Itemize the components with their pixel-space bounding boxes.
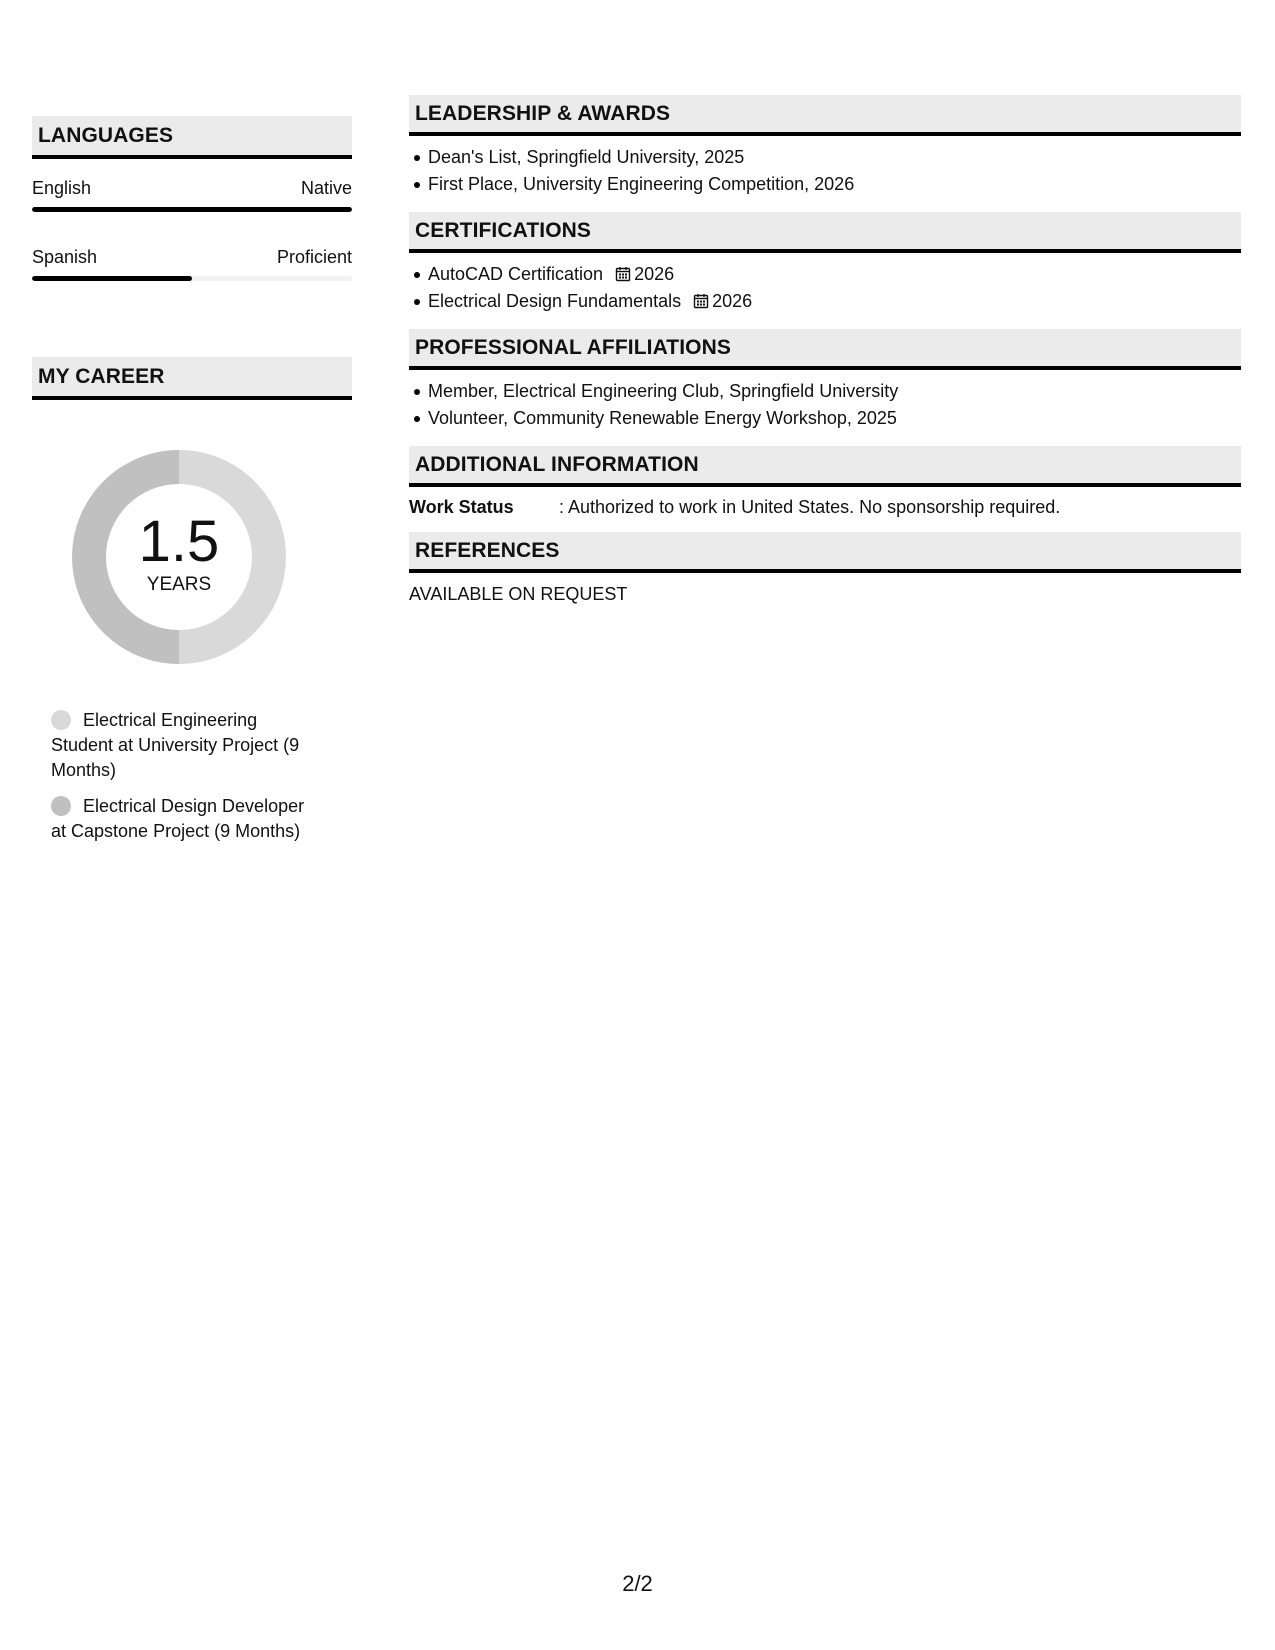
certification-item [428,261,1241,288]
legend-dot-icon [51,796,71,816]
list-item: Member, Electrical Engineering Club, Springfield University [428,378,1241,405]
language-level: Native [300,178,352,198]
certifications-section [409,212,1241,315]
career-legend-label: Electrical Design Developer at Capstone Project (9 Months) [51,796,305,841]
career-donut-chart [66,444,292,670]
career-total-unit: YEARS [146,574,212,595]
legend-dot-icon [51,710,71,730]
career-legend-label: Electrical Engineering Student at University Project (9 Months) [51,710,300,780]
certification-name: Electrical Design Fundamentals [428,291,682,311]
language-english [32,177,352,212]
work-status-label: Work Status [409,497,514,517]
certification-year: 2026 [712,291,753,311]
language-proficiency-fill [32,276,192,281]
language-name: English [32,178,92,198]
list-item: Dean's List, Springfield University, 2025 [428,144,1241,171]
references-section [409,532,1241,605]
language-proficiency-bar [32,207,352,212]
page-number: 2/2 [622,1571,653,1596]
language-level: Proficient [276,247,352,267]
calendar-icon [693,293,709,309]
list-item: Volunteer, Community Renewable Energy Workshop, 2025 [428,405,1241,432]
career-legend-item [51,794,321,844]
affiliations-heading: PROFESSIONAL AFFILIATIONS [409,329,1241,370]
language-proficiency-bar [32,276,352,281]
language-name: Spanish [32,247,98,267]
certifications-heading: CERTIFICATIONS [409,212,1241,253]
affiliations-section [409,329,1241,432]
language-spanish [32,246,352,281]
left-column [32,116,352,855]
certification-item [428,288,1241,315]
career-total-value: 1.5 [138,509,220,574]
language-proficiency-fill [32,207,352,212]
work-status-row [409,496,1241,518]
work-status-value: : Authorized to work in United States. No sponsorship required. [559,497,1061,517]
right-column [409,95,1241,619]
additional-info-section [409,446,1241,518]
certification-year: 2026 [634,264,675,284]
references-heading: REFERENCES [409,532,1241,573]
additional-info-heading: ADDITIONAL INFORMATION [409,446,1241,487]
career-legend [51,708,321,844]
certification-name: AutoCAD Certification [428,264,604,284]
languages-heading: LANGUAGES [32,116,352,159]
list-item: First Place, University Engineering Competition, 2026 [428,171,1241,198]
calendar-icon [615,266,631,282]
career-heading: MY CAREER [32,357,352,400]
leadership-heading: LEADERSHIP & AWARDS [409,95,1241,136]
career-legend-item [51,708,321,783]
references-text: AVAILABLE ON REQUEST [409,584,628,604]
leadership-section [409,95,1241,198]
